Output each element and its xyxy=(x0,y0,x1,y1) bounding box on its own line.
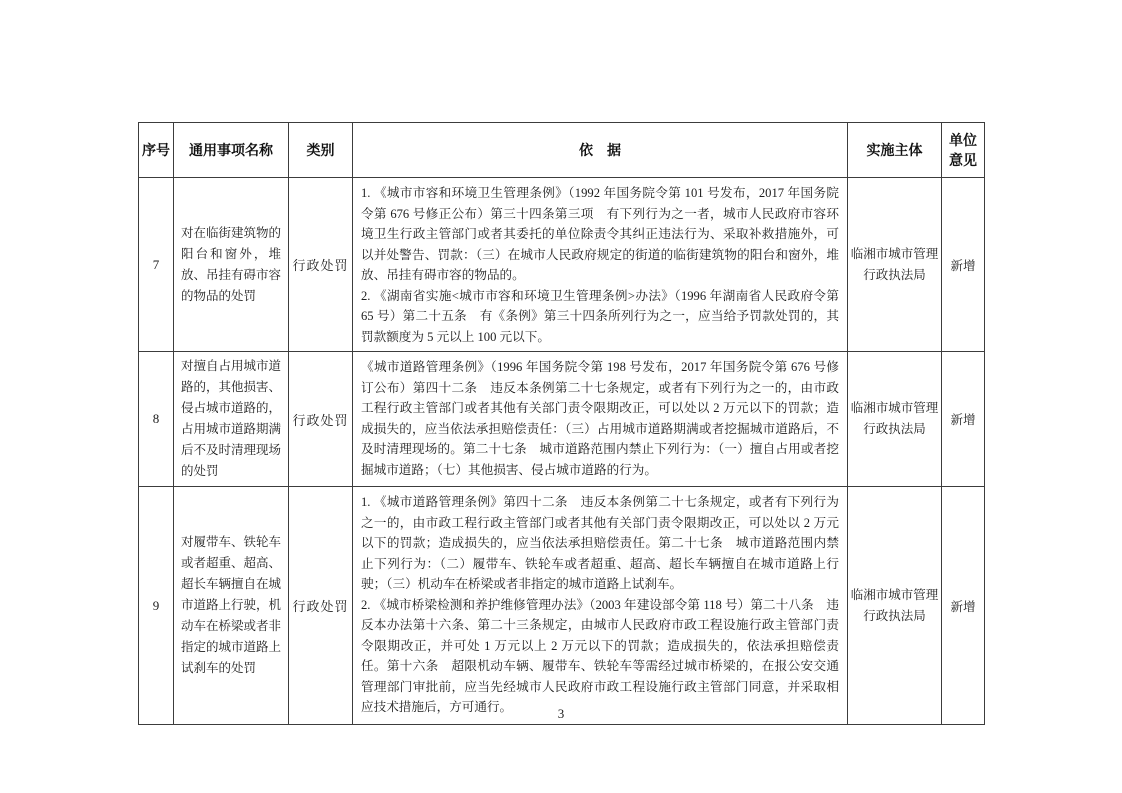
implementer-cell: 临湘市城市管理行政执法局 xyxy=(848,352,942,487)
category-cell: 行政处罚 xyxy=(289,487,353,725)
item-name-cell: 对在临街建筑物的阳台和窗外，堆放、吊挂有碍市容的物品的处罚 xyxy=(174,178,289,352)
basis-cell xyxy=(353,178,848,352)
table-row xyxy=(139,178,985,352)
serial-cell: 8 xyxy=(139,352,174,487)
basis-paragraph: 2. 《湖南省实施<城市市容和环境卫生管理条例>办法》（1996 年湖南省人民政府令第 65 号）第二十五条 有《条例》第三十四条所列行为之一，应当给予罚款处罚的，其罚款额度为 5 元以上 100 元以下。 xyxy=(361,288,839,344)
page-number: 3 xyxy=(557,706,565,721)
header-implementer: 实施主体 xyxy=(848,123,942,178)
header-item-name: 通用事项名称 xyxy=(174,123,289,178)
opinion-cell: 新增 xyxy=(942,487,985,725)
basis-paragraph: 2. 《城市桥梁检测和养护维修管理办法》（2003 年建设部令第 118 号）第二十八条 违反本办法第十六条、第二十三条规定，由城市人民政府市政工程设施行政主管部门责令限期改正，并可处 1 万元以上 2 万元以下的罚款；造成损失的，依法承担赔偿责任。第十六条 超限机动车辆、履带车、铁轮车等需经过城市桥梁的，在报公安交通管理部门审批前，应当先经城市人民政府市政工程设施行政主管部门同意，并采取相应技术措施后，方可通行。 xyxy=(361,597,839,714)
basis-paragraph: 1. 《城市市容和环境卫生管理条例》（1992 年国务院令第 101 号发布，2017 年国务院令第 676 号修正公布）第三十四条第三项 有下列行为之一者，城市人民政府市容环境卫生行政主管部门或者其委托的单位除责令其纠正违法行为、采取补救措施外，可以并处警告、罚款：（三）在城市人民政府规定的街道的临街建筑物的阳台和窗外，堆放、吊挂有碍市容的物品的。 xyxy=(361,186,839,282)
table-header-row xyxy=(139,123,985,178)
serial-cell: 9 xyxy=(139,487,174,725)
header-basis: 依 据 xyxy=(353,123,848,178)
opinion-cell: 新增 xyxy=(942,352,985,487)
implementer-cell: 临湘市城市管理行政执法局 xyxy=(848,178,942,352)
item-name-cell: 对擅自占用城市道路的，其他损害、侵占城市道路的，占用城市道路期满后不及时清理现场的处罚 xyxy=(174,352,289,487)
opinion-cell: 新增 xyxy=(942,178,985,352)
item-name-cell: 对履带车、铁轮车或者超重、超高、超长车辆擅自在城市道路上行驶，机动车在桥梁或者非指定的城市道路上试刹车的处罚 xyxy=(174,487,289,725)
category-cell: 行政处罚 xyxy=(289,352,353,487)
implementer-cell: 临湘市城市管理行政执法局 xyxy=(848,487,942,725)
basis-cell xyxy=(353,352,848,487)
header-category: 类别 xyxy=(289,123,353,178)
category-cell: 行政处罚 xyxy=(289,178,353,352)
header-serial-number: 序号 xyxy=(139,123,174,178)
basis-paragraph: 《城市道路管理条例》（1996 年国务院令第 198 号发布，2017 年国务院令第 676 号修订公布）第四十二条 违反本条例第二十七条规定，或者有下列行为之一的，由市政工程行政主管部门或者其他有关部门责令限期改正，可以处以 2 万元以下的罚款；造成损失的，应当依法承担赔偿责任：（三）占用城市道路期满或者挖掘城市道路后，不及时清理现场的。第二十七条 城市道路范围内禁止下列行为：（一）擅自占用或者挖掘城市道路；（七）其他损害、侵占城市道路的行为。 xyxy=(361,360,839,477)
items-table xyxy=(138,122,985,725)
serial-cell: 7 xyxy=(139,178,174,352)
table-row xyxy=(139,487,985,725)
basis-paragraph: 1. 《城市道路管理条例》第四十二条 违反本条例第二十七条规定，或者有下列行为之一的，由市政工程行政主管部门或者其他有关部门责令限期改正，可以处以 2 万元以下的罚款；造成损失的，应当依法承担赔偿责任。第二十七条 城市道路范围内禁止下列行为：（二）履带车、铁轮车或者超重、超高、超长车辆擅自在城市道路上行驶；（三）机动车在桥梁或者非指定的城市道路上试刹车。 xyxy=(361,495,839,591)
basis-cell xyxy=(353,487,848,725)
header-unit-opinion: 单位意见 xyxy=(942,123,985,178)
table-row xyxy=(139,352,985,487)
